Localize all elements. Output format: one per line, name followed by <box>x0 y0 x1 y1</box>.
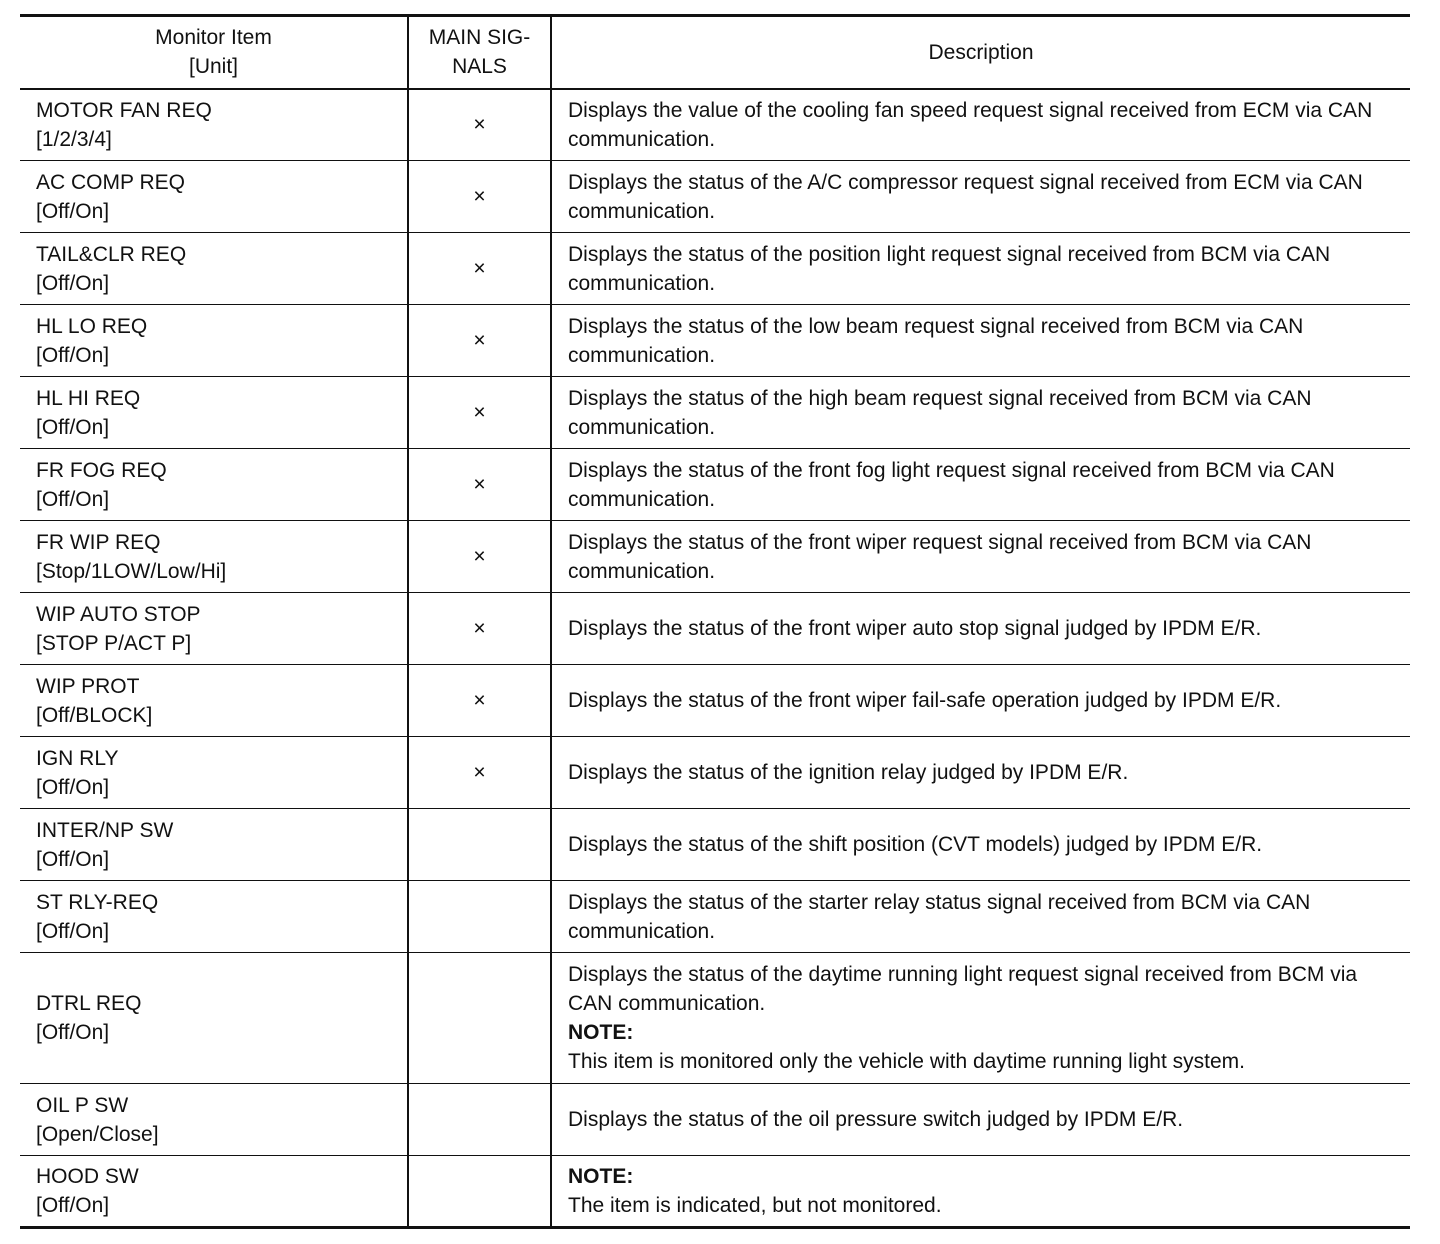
monitor-item-name: TAIL&CLR REQ <box>36 242 187 266</box>
monitor-item-name: MOTOR FAN REQ <box>36 98 212 122</box>
monitor-item-name: FR FOG REQ <box>36 458 167 482</box>
table-row <box>20 881 1410 953</box>
description-cell <box>551 521 1410 593</box>
main-signal-mark: × <box>408 305 551 377</box>
description-text: Displays the status of the front wiper fail-safe operation judged by IPDM E/R. <box>568 689 1282 712</box>
header-monitor-item <box>20 16 408 89</box>
main-signal-mark <box>408 1084 551 1156</box>
table-row <box>20 89 1410 161</box>
monitor-item-unit: [Off/On] <box>36 487 110 511</box>
description-cell <box>551 953 1410 1084</box>
monitor-item-unit: [Off/On] <box>36 847 110 871</box>
monitor-item-unit: [1/2/3/4] <box>36 127 112 151</box>
main-signal-mark: × <box>408 665 551 737</box>
monitor-item-unit: [Off/On] <box>36 199 110 223</box>
monitor-item-name: ST RLY-REQ <box>36 890 159 914</box>
monitor-item-name: IGN RLY <box>36 746 119 770</box>
description-cell <box>551 449 1410 521</box>
monitor-item-cell <box>20 233 408 305</box>
monitor-item-cell <box>20 881 408 953</box>
header-row <box>20 16 1410 89</box>
header-main-signals-line2: NALS <box>452 55 507 79</box>
monitor-item-unit: [Off/On] <box>36 343 110 367</box>
main-signal-mark: × <box>408 521 551 593</box>
monitor-item-name: HL LO REQ <box>36 314 148 338</box>
monitor-item-unit: [Stop/1LOW/Low/Hi] <box>36 559 227 583</box>
main-signal-mark: × <box>408 89 551 161</box>
description-text: Displays the status of the starter relay status signal received from BCM via CAN communication. <box>568 890 1311 943</box>
monitor-item-cell <box>20 521 408 593</box>
monitor-item-name: INTER/NP SW <box>36 818 174 842</box>
description-cell <box>551 161 1410 233</box>
table-row <box>20 377 1410 449</box>
monitor-item-unit: [Off/BLOCK] <box>36 703 153 727</box>
description-text: Displays the status of the low beam request signal received from BCM via CAN communication. <box>568 314 1304 367</box>
monitor-item-name: OIL P SW <box>36 1093 129 1117</box>
description-text: Displays the status of the shift position (CVT models) judged by IPDM E/R. <box>568 833 1263 856</box>
monitor-item-cell <box>20 665 408 737</box>
header-main-signals <box>408 16 551 89</box>
monitor-item-unit: [Off/On] <box>36 1194 110 1217</box>
main-signal-mark: × <box>408 593 551 665</box>
description-cell <box>551 737 1410 809</box>
header-description: Description <box>551 16 1410 89</box>
monitor-item-name: WIP AUTO STOP <box>36 602 201 626</box>
monitor-item-cell <box>20 737 408 809</box>
main-signal-mark: × <box>408 161 551 233</box>
monitor-item-unit: [Off/On] <box>36 919 110 943</box>
monitor-item-cell <box>20 1084 408 1156</box>
monitor-item-name: DTRL REQ <box>36 992 142 1015</box>
description-text: Displays the status of the ignition relay judged by IPDM E/R. <box>568 761 1129 784</box>
table-row <box>20 809 1410 881</box>
table-row <box>20 449 1410 521</box>
header-monitor-item-line2: [Unit] <box>188 55 238 79</box>
description-cell <box>551 809 1410 881</box>
description-text: Displays the status of the front fog light request signal received from BCM via CAN communication. <box>568 458 1335 511</box>
description-text: Displays the status of the oil pressure switch judged by IPDM E/R. <box>568 1108 1184 1131</box>
monitor-item-name: AC COMP REQ <box>36 170 185 194</box>
monitor-item-name: HL HI REQ <box>36 386 141 410</box>
monitor-item-cell <box>20 89 408 161</box>
monitor-item-table <box>20 14 1410 1229</box>
description-text: Displays the status of the position light request signal received from BCM via CAN communication. <box>568 242 1331 295</box>
description-cell <box>551 233 1410 305</box>
description-cell <box>551 881 1410 953</box>
description-text: Displays the status of the high beam request signal received from BCM via CAN communication. <box>568 386 1312 439</box>
monitor-item-cell <box>20 377 408 449</box>
description-cell <box>551 1156 1410 1228</box>
table-row <box>20 161 1410 233</box>
monitor-item-name: FR WIP REQ <box>36 530 161 554</box>
header-monitor-item-line1: Monitor Item <box>155 26 272 50</box>
table-row <box>20 1156 1410 1228</box>
description-cell <box>551 665 1410 737</box>
table-row <box>20 593 1410 665</box>
monitor-item-unit: [STOP P/ACT P] <box>36 631 192 655</box>
table-row <box>20 737 1410 809</box>
table-row <box>20 233 1410 305</box>
monitor-item-unit: [Off/On] <box>36 775 110 799</box>
description-cell <box>551 1084 1410 1156</box>
monitor-item-cell <box>20 161 408 233</box>
monitor-item-name: HOOD SW <box>36 1165 139 1188</box>
monitor-item-name: WIP PROT <box>36 674 140 698</box>
table-row <box>20 1084 1410 1156</box>
description-cell <box>551 305 1410 377</box>
description-cell <box>551 89 1410 161</box>
description-cell <box>551 377 1410 449</box>
monitor-item-cell <box>20 809 408 881</box>
monitor-item-cell <box>20 593 408 665</box>
main-signal-mark: × <box>408 737 551 809</box>
table-row <box>20 665 1410 737</box>
main-signal-mark: × <box>408 377 551 449</box>
header-main-signals-line1: MAIN SIG- <box>428 26 531 50</box>
main-signal-mark <box>408 953 551 1084</box>
note-label: NOTE: <box>568 1021 634 1044</box>
description-cell <box>551 593 1410 665</box>
monitor-item-unit: [Off/On] <box>36 415 110 439</box>
monitor-item-cell <box>20 305 408 377</box>
monitor-item-cell <box>20 1156 408 1228</box>
table-row <box>20 953 1410 1084</box>
note-label: NOTE: <box>568 1165 634 1188</box>
monitor-item-unit: [Off/On] <box>36 271 110 295</box>
description-text: Displays the status of the front wiper request signal received from BCM via CAN communication. <box>568 530 1312 583</box>
description-text: Displays the status of the daytime running light request signal received from BCM via CAN communication. <box>568 963 1358 1015</box>
main-signal-mark <box>408 809 551 881</box>
table-row <box>20 521 1410 593</box>
description-text: Displays the value of the cooling fan speed request signal received from ECM via CAN communication. <box>568 98 1373 151</box>
description-text: Displays the status of the front wiper auto stop signal judged by IPDM E/R. <box>568 617 1262 640</box>
monitor-item-unit: [Open/Close] <box>36 1122 159 1146</box>
description-text: Displays the status of the A/C compressor request signal received from ECM via CAN communication. <box>568 170 1363 223</box>
main-signal-mark <box>408 1156 551 1228</box>
monitor-item-cell <box>20 449 408 521</box>
main-signal-mark <box>408 881 551 953</box>
monitor-item-cell <box>20 953 408 1084</box>
main-signal-mark: × <box>408 449 551 521</box>
monitor-item-unit: [Off/On] <box>36 1021 110 1044</box>
note-text: The item is indicated, but not monitored. <box>568 1194 942 1217</box>
note-text: This item is monitored only the vehicle with daytime running light system. <box>568 1050 1245 1073</box>
main-signal-mark: × <box>408 233 551 305</box>
table-row <box>20 305 1410 377</box>
